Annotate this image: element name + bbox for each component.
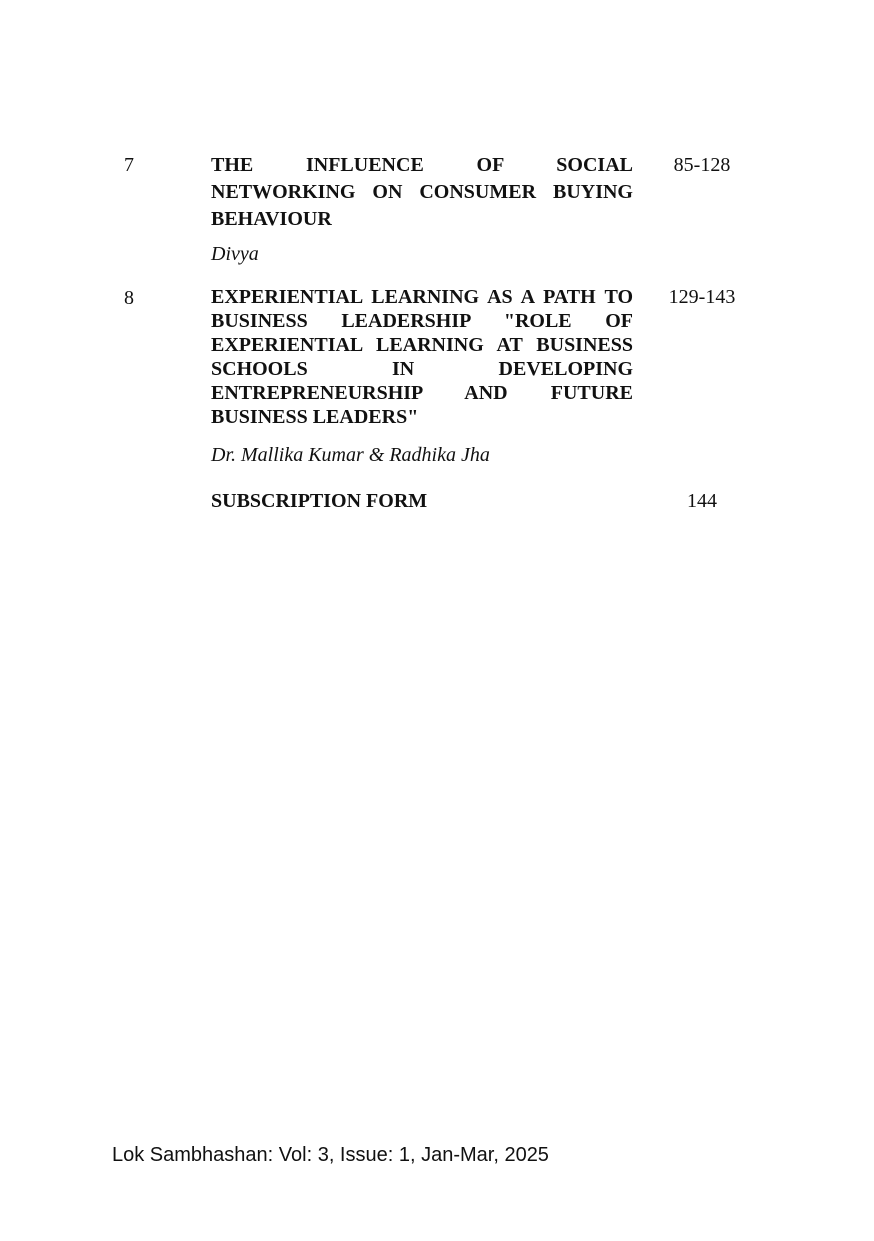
entry-title-line: BEHAVIOUR bbox=[211, 208, 332, 230]
subscription-form-title: SUBSCRIPTION FORM bbox=[211, 490, 428, 512]
entry-title-line: BUSINESS LEADERSHIP "ROLE OF bbox=[211, 310, 633, 332]
entry-page-range: 85-128 bbox=[673, 154, 731, 176]
entry-title-line: EXPERIENTIAL LEARNING AS A PATH TO bbox=[211, 286, 633, 308]
entry-number: 8 bbox=[124, 287, 134, 309]
toc-entry bbox=[124, 152, 764, 267]
entry-title-line: BUSINESS LEADERS" bbox=[211, 406, 419, 428]
entry-author: Divya bbox=[211, 243, 259, 265]
entry-page-range: 144 bbox=[687, 490, 717, 512]
entry-title-line: NETWORKING ON CONSUMER BUYING bbox=[211, 181, 633, 203]
table-of-contents bbox=[124, 152, 764, 514]
entry-title bbox=[211, 489, 633, 514]
entry-title-line: THE INFLUENCE OF SOCIAL bbox=[211, 154, 633, 176]
entry-author: Dr. Mallika Kumar & Radhika Jha bbox=[211, 444, 490, 466]
toc-entry bbox=[124, 285, 764, 468]
toc-entry bbox=[124, 489, 764, 514]
entry-title bbox=[211, 285, 633, 468]
entry-title bbox=[211, 152, 633, 267]
entry-number: 7 bbox=[124, 154, 134, 176]
entry-title-line: ENTREPRENEURSHIP AND FUTURE bbox=[211, 382, 633, 404]
entry-page-range: 129-143 bbox=[668, 286, 736, 308]
entry-title-line: SCHOOLS IN DEVELOPING bbox=[211, 358, 633, 380]
entry-title-line: EXPERIENTIAL LEARNING AT BUSINESS bbox=[211, 334, 633, 356]
footer-journal-info: Lok Sambhashan: Vol: 3, Issue: 1, Jan-Mar, 2025 bbox=[112, 1144, 549, 1166]
